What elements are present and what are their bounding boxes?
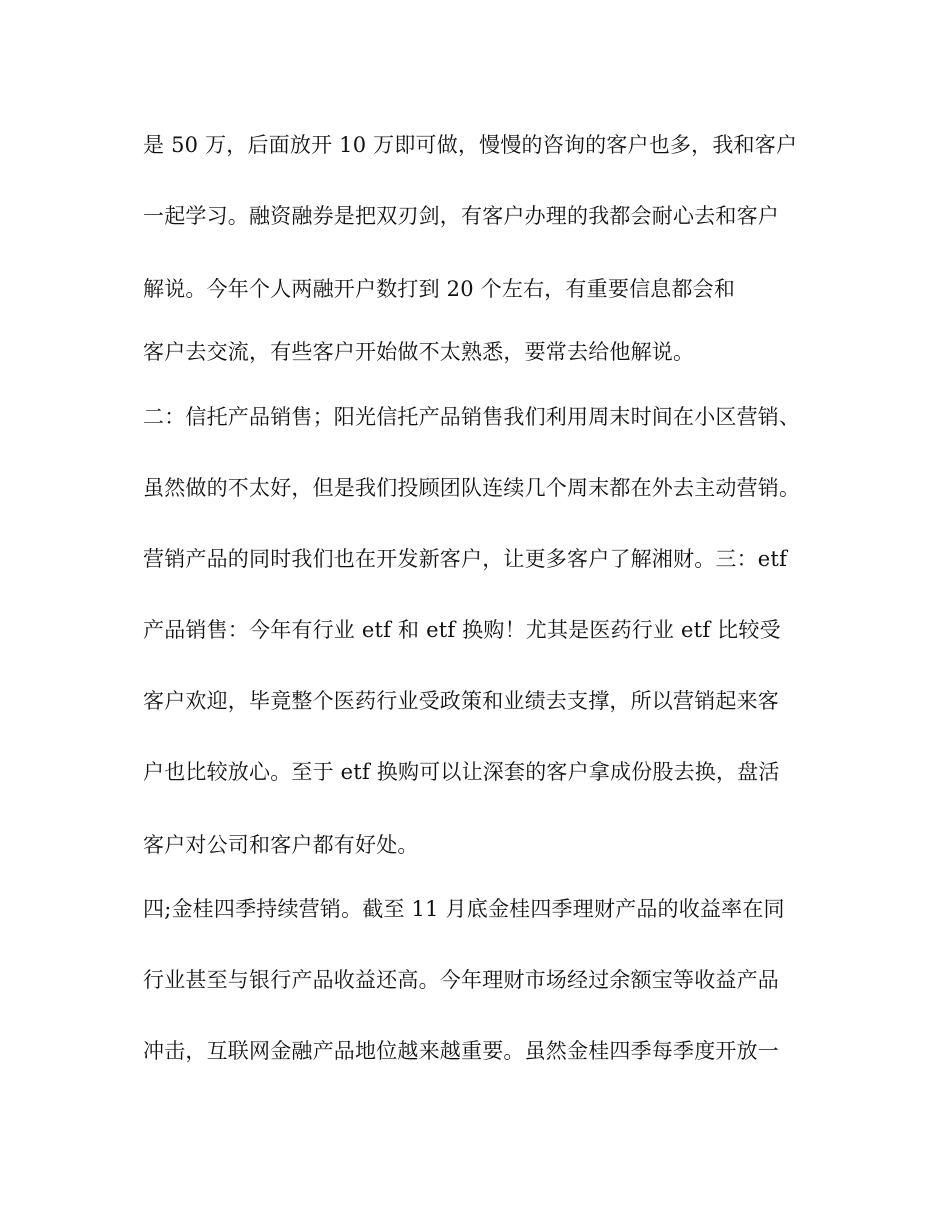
text-line-14: 冲击，互联网金融产品地位越来越重要。虽然金桂四季每季度开放一: [143, 1039, 779, 1063]
text-line-5: 二：信托产品销售；阳光信托产品销售我们利用周末时间在小区营销、: [143, 405, 801, 429]
text-line-3: 解说。今年个人两融开户数打到 20 个左右，有重要信息都会和: [143, 277, 736, 301]
text-line-7: 营销产品的同时我们也在开发新客户，让更多客户了解湘财。三：etf: [143, 547, 788, 571]
text-line-12: 四;金桂四季持续营销。截至 11 月底金桂四季理财产品的收益率在同: [143, 897, 785, 921]
text-line-8: 产品销售：今年有行业 etf 和 etf 换购！尤其是医药行业 etf 比较受: [143, 618, 781, 642]
text-line-4: 客户去交流，有些客户开始做不太熟悉，要常去给他解说。: [143, 340, 695, 364]
text-line-2: 一起学习。融资融券是把双刃剑，有客户办理的我都会耐心去和客户: [143, 204, 779, 228]
text-line-11: 客户对公司和客户都有好处。: [143, 833, 419, 857]
text-line-6: 虽然做的不太好，但是我们投顾团队连续几个周末都在外去主动营销。: [143, 476, 801, 500]
text-line-9: 客户欢迎，毕竟整个医药行业受政策和业绩去支撑，所以营销起来客: [143, 689, 779, 713]
text-line-10: 户也比较放心。至于 etf 换购可以让深套的客户拿成份股去换，盘活: [143, 760, 780, 784]
text-line-1: 是 50 万，后面放开 10 万即可做，慢慢的咨询的客户也多，我和客户: [143, 133, 798, 157]
text-line-13: 行业甚至与银行产品收益还高。今年理财市场经过余额宝等收益产品: [143, 968, 779, 992]
